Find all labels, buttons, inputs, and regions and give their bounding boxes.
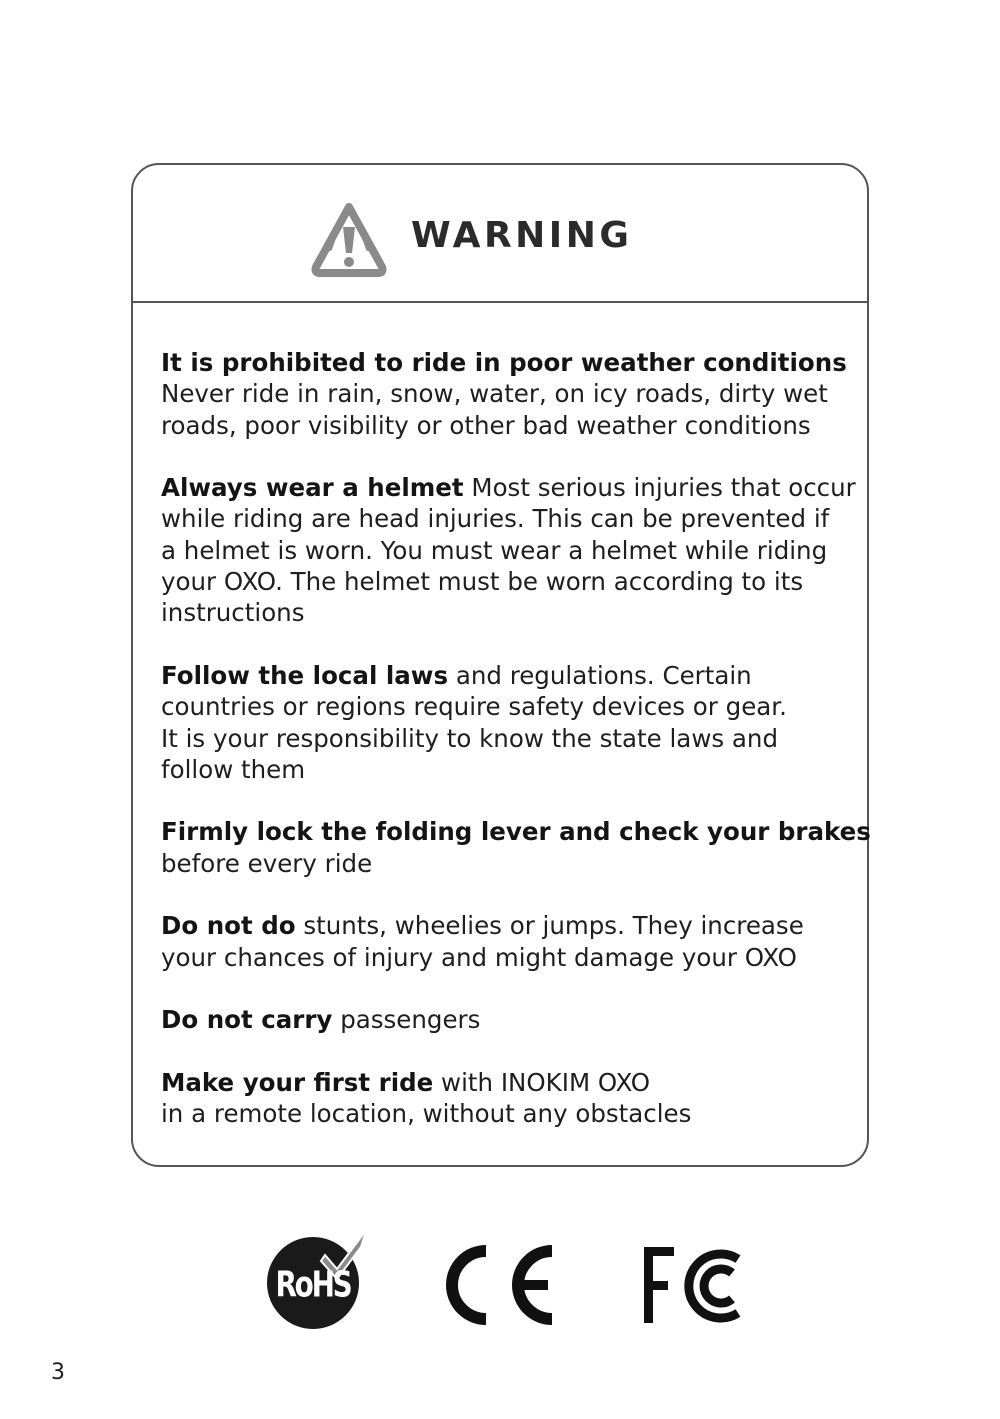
page-number: 3 [51, 1360, 65, 1385]
warning-body-text: Most serious injuries that occur [463, 473, 856, 503]
rohs-logo [263, 1225, 373, 1331]
warning-line [161, 597, 861, 628]
warning-heading-text: Firmly lock the folding lever and check your brakes [161, 817, 871, 847]
certification-logos [0, 1225, 1000, 1335]
warning-line [161, 378, 861, 409]
warning-body-text: passengers [332, 1005, 481, 1035]
warning-header [133, 165, 867, 303]
warning-body-text: stunts, wheelies or jumps. They increase [295, 911, 804, 941]
warning-box [131, 163, 869, 1167]
warning-body-text: It is your responsibility to know the state laws and [161, 723, 778, 753]
warning-body-text: roads, poor visibility or other bad weather conditions [161, 410, 811, 440]
warning-paragraph [161, 1067, 861, 1130]
warning-paragraph [161, 347, 861, 441]
warning-line [161, 410, 861, 441]
warning-heading-text: Do not carry [161, 1005, 333, 1035]
warning-line [161, 660, 861, 691]
warning-body-text: with INOKIM OXO [433, 1067, 651, 1097]
warning-line [161, 848, 861, 879]
warning-body-text: before every ride [161, 848, 373, 878]
warning-title: WARNING [411, 215, 633, 256]
warning-line [161, 723, 861, 754]
warning-heading-text: Follow the local laws [161, 660, 449, 690]
warning-body-text: instructions [161, 598, 305, 628]
warning-body-text: your OXO. The helmet must be worn according to its [161, 567, 804, 597]
warning-paragraph [161, 660, 861, 785]
warning-body-text: countries or regions require safety devices or gear. [161, 692, 787, 722]
warning-paragraph [161, 816, 871, 879]
warning-line [161, 503, 861, 534]
warning-body-text: in a remote location, without any obstacles [161, 1099, 692, 1129]
warning-line [161, 691, 861, 722]
warning-line [161, 535, 861, 566]
warning-body-text: a helmet is worn. You must wear a helmet while riding [161, 535, 828, 565]
warning-triangle-icon [310, 201, 388, 277]
warning-body-text: follow them [161, 754, 306, 784]
warning-body-text: Never ride in rain, snow, water, on icy roads, dirty wet [161, 379, 828, 409]
warning-line [161, 566, 861, 597]
ce-logo [440, 1243, 560, 1327]
warning-line [161, 472, 861, 503]
warning-line [161, 347, 861, 378]
warning-heading-text: Always wear a helmet [161, 473, 464, 503]
warning-line [161, 754, 861, 785]
warning-body-text: your chances of injury and might damage your OXO [161, 942, 797, 972]
warning-body-text: and regulations. Certain [448, 660, 752, 690]
warning-line [161, 1098, 861, 1129]
warning-line [161, 1004, 861, 1035]
warning-heading-text: Make your first ride [161, 1067, 434, 1097]
warning-heading-text: It is prohibited to ride in poor weather conditions [161, 348, 847, 377]
warning-paragraph [161, 910, 861, 973]
warning-line [161, 942, 861, 973]
warning-paragraph [161, 472, 861, 628]
warning-body [161, 347, 871, 1161]
fcc-logo [640, 1241, 748, 1329]
warning-body-text: while riding are head injuries. This can be prevented if [161, 504, 830, 534]
rohs-text: RoHS [275, 1263, 351, 1306]
warning-line [161, 1067, 861, 1098]
warning-line [161, 910, 861, 941]
warning-line [161, 816, 871, 847]
warning-paragraph [161, 1004, 861, 1035]
warning-heading-text: Do not do [161, 911, 296, 941]
